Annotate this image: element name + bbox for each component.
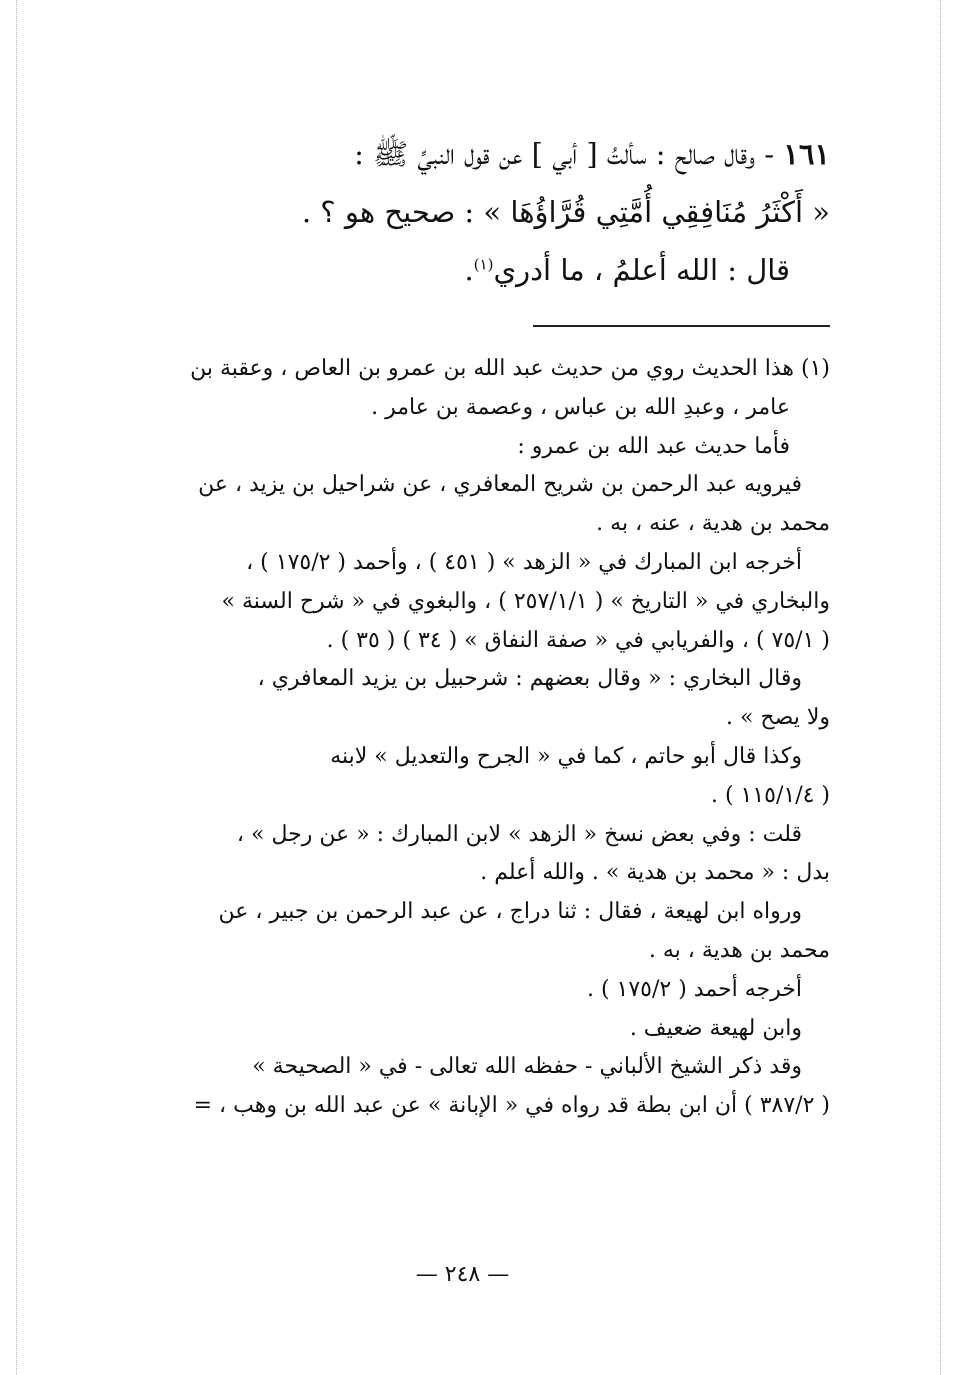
main-line-3-end: .	[464, 253, 474, 287]
footnote-line: وقال البخاري : « وقال بعضهم : شرحبيل بن يزيد المعافري ،	[257, 666, 802, 692]
footnote-line: وابن لهيعة ضعيف .	[629, 1015, 802, 1041]
footnote-line: ( ١١٥/١/٤ ) .	[710, 782, 830, 808]
page-guide-left	[16, 0, 17, 1375]
footnote-line: محمد بن هدية ، عنه ، به .	[596, 511, 830, 537]
footnote-line: أخرجه ابن المبارك في « الزهد » ( ٤٥١ ) ، وأحمد ( ١٧٥/٢ ) ،	[246, 549, 802, 575]
main-line-3	[95, 241, 830, 299]
footnotes	[95, 350, 830, 1126]
main-line-3-text: قال : الله أعلمُ ، ما أدري	[493, 253, 790, 287]
footnote-line: ورواه ابن لهيعة ، فقال : ثنا دراج ، عن عبد الرحمن بن جبير ، عن	[218, 899, 802, 925]
footnote-reference: (١)	[473, 255, 494, 274]
page-number: — ٢٤٨ —	[415, 1262, 510, 1287]
footnote-line: (١) هذا الحديث روي من حديث عبد الله بن عمرو بن العاص ، وعقبة بن	[190, 356, 830, 381]
footnote-line: بدل : « محمد بن هدية » . والله أعلم .	[480, 860, 830, 886]
main-line-1	[95, 125, 830, 183]
footnote-line: أخرجه أحمد ( ١٧٥/٢ ) .	[586, 976, 802, 1002]
main-text	[95, 125, 830, 299]
page-guide-right	[940, 0, 941, 1375]
footnote-line: قلت : وفي بعض نسخ « الزهد » لابن المبارك : « عن رجل » ،	[236, 821, 802, 847]
entry-number: ١٦١	[783, 137, 830, 171]
footnote-line: ولا يصح » .	[725, 705, 830, 731]
footnote-separator	[533, 325, 830, 327]
footnote-line: ( ٧٥/١ ) ، والفريابي في « صفة النفاق » ( ٣٤ ) ( ٣٥ ) .	[326, 627, 830, 653]
main-line-2: « أَكْثَرُ مُنَافِقِي أُمَّتِي قُرَّاؤُهَا » : صحيح هو ؟ .	[301, 195, 830, 229]
footnote-line: فيرويه عبد الرحمن بن شريح المعافري ، عن شراحيل بن يزيد ، عن	[198, 472, 802, 498]
footnote-line: وكذا قال أبو حاتم ، كما في « الجرح والتعديل » لابنه	[330, 743, 802, 769]
footnote-line: محمد بن هدية ، به .	[648, 937, 830, 963]
footnote-line: وقد ذكر الشيخ الألباني - حفظه الله تعالى - في « الصحيحة »	[252, 1054, 802, 1080]
book-page	[95, 0, 830, 1375]
footnote-line: فأما حديث عبد الله بن عمرو :	[517, 433, 790, 459]
footnote-line: عامر ، وعبدِ الله بن عباس ، وعصمة بن عامر .	[371, 394, 790, 420]
footnote-line: والبخاري في « التاريخ » ( ٢٥٧/١/١ ) ، والبغوي في « شرح السنة »	[221, 588, 830, 614]
footnote-line: ( ٣٨٧/٢ ) أن ابن بطة قد رواه في « الإبانة » عن عبد الله بن وهب ، =	[193, 1093, 830, 1119]
main-line-1-text: - وقال صالح : سألتُ [ أبي ] عن قول النبيِّ ﷺ :	[354, 137, 784, 171]
